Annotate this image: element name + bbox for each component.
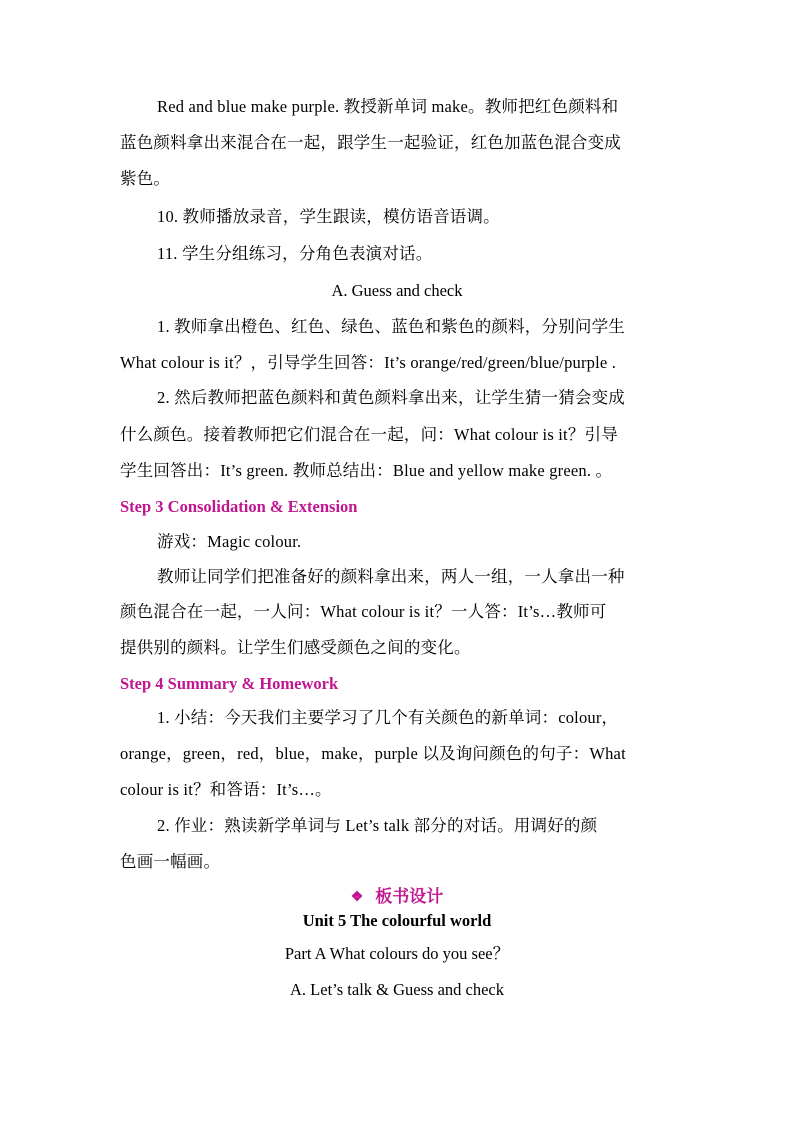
paragraph-line: 2. 作业：熟读新学单词与 Let’s talk 部分的对话。用调好的颜 [157,816,598,835]
step-3-heading: Step 3 Consolidation & Extension [120,497,358,516]
paragraph-line: 游戏：Magic colour. [157,532,302,551]
paragraph-line: colour is it？和答语：It’s…。 [120,780,332,799]
board-part: Part A What colours do you see？ [284,944,510,963]
board-title-text: 板书设计 [375,887,444,906]
paragraph-line: orange，green，red，blue，make，purple 以及询问颜色的句子：What [120,744,626,763]
board-unit: Unit 5 The colourful world [302,911,492,930]
paragraph-line: 1. 教师拿出橙色、红色、绿色、蓝色和紫色的颜料，分别问学生 [157,317,625,336]
paragraph-line: 教师让同学们把准备好的颜料拿出来，两人一组，一人拿出一种 [157,567,625,586]
diamond-bullet-icon: ❖ [350,890,364,905]
paragraph-line: What colour is it？，引导学生回答：It’s orange/red/green/blue/purple . [120,353,617,372]
paragraph-line: 1. 小结：今天我们主要学习了几个有关颜色的新单词：colour， [157,708,619,727]
paragraph-line: 学生回答出：It’s green. 教师总结出：Blue and yellow make green. 。 [120,461,613,480]
board-section: A. Let’s talk & Guess and check [290,980,504,999]
paragraph-line: 2. 然后教师把蓝色颜料和黄色颜料拿出来，让学生猜一猜会变成 [157,388,625,407]
paragraph-line: Red and blue make purple. 教授新单词 make。教师把红色颜料和 [157,97,619,116]
paragraph-line: 11. 学生分组练习，分角色表演对话。 [157,244,433,263]
paragraph-line: 什么颜色。接着教师把它们混合在一起，问：What colour is it？引导 [120,425,618,444]
paragraph-line: 蓝色颜料拿出来混合在一起，跟学生一起验证，红色加蓝色混合变成 [120,133,621,152]
paragraph-line: 色画一幅画。 [120,852,221,871]
step-4-heading: Step 4 Summary & Homework [120,674,339,693]
paragraph-line: 颜色混合在一起，一人问：What colour is it？一人答：It’s…教师可 [120,602,607,621]
section-heading: A. Guess and check [331,281,463,300]
paragraph-line: 10. 教师播放录音，学生跟读，模仿语音语调。 [157,207,500,226]
paragraph-line: 紫色。 [120,169,171,188]
paragraph-line: 提供别的颜料。让学生们感受颜色之间的变化。 [120,638,471,657]
